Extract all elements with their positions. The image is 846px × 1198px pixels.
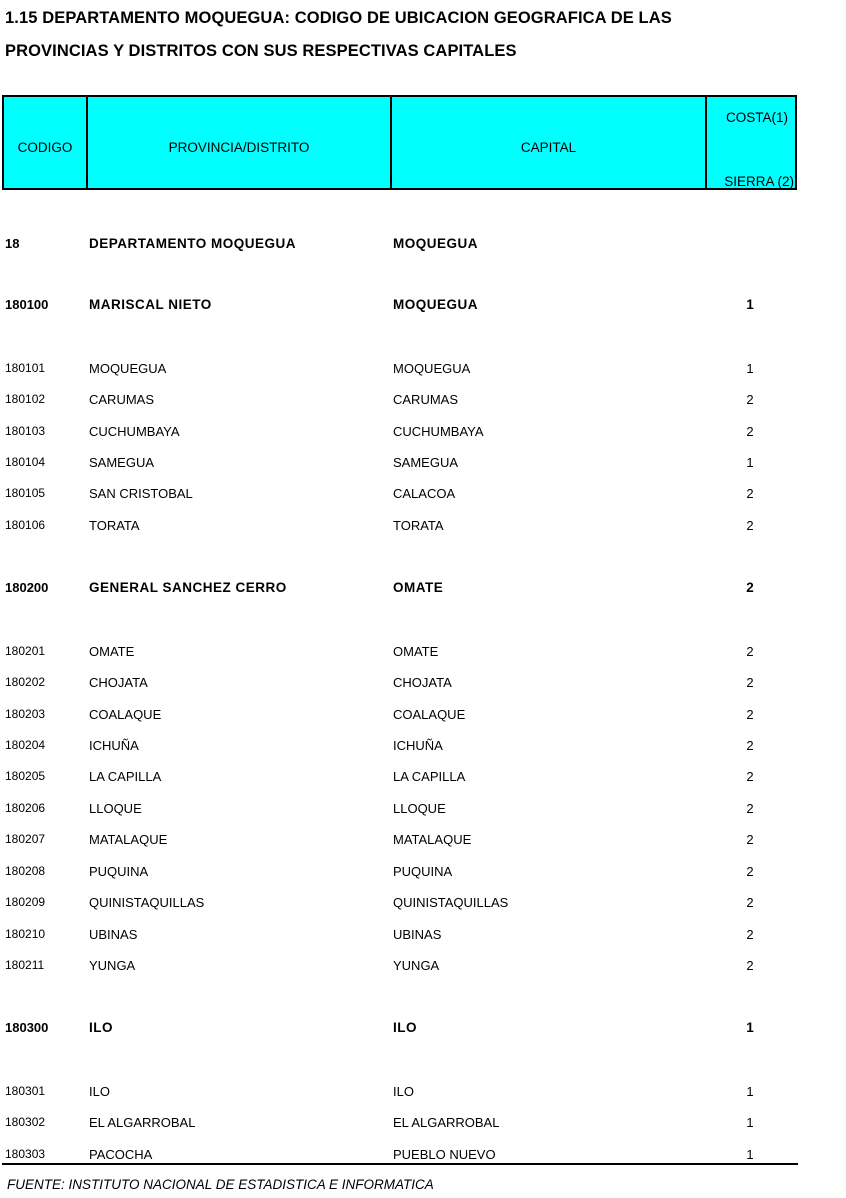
header-costa: COSTA(1) <box>725 110 788 125</box>
cell-capital: ILO <box>393 1020 417 1035</box>
provincia-row <box>0 297 846 315</box>
cell-provincia-distrito: CUCHUMBAYA <box>89 424 180 439</box>
cell-provincia-distrito: TORATA <box>89 518 140 533</box>
table-title-line-1: 1.15 DEPARTAMENTO MOQUEGUA: CODIGO DE UBICACION GEOGRAFICA DE LAS <box>5 9 672 27</box>
cell-codigo: 180207 <box>5 832 46 846</box>
cell-costa-sierra: 2 <box>746 518 754 533</box>
table-row <box>0 707 846 725</box>
cell-codigo: 180205 <box>5 769 46 783</box>
cell-codigo: 180206 <box>5 801 46 815</box>
cell-capital: CARUMAS <box>393 392 459 407</box>
cell-capital: QUINISTAQUILLAS <box>393 895 509 910</box>
cell-costa-sierra: 1 <box>746 1115 754 1130</box>
cell-provincia-distrito: MATALAQUE <box>89 832 168 847</box>
cell-costa-sierra: 1 <box>746 297 754 312</box>
table-row <box>0 738 846 756</box>
cell-costa-sierra: 2 <box>746 927 754 942</box>
cell-codigo: 180211 <box>5 958 45 972</box>
cell-provincia-distrito: QUINISTAQUILLAS <box>89 895 205 910</box>
cell-provincia-distrito: YUNGA <box>89 958 136 973</box>
cell-capital: OMATE <box>393 644 439 659</box>
cell-provincia-distrito: PUQUINA <box>89 864 149 879</box>
cell-capital: YUNGA <box>393 958 440 973</box>
cell-provincia-distrito: COALAQUE <box>89 707 162 722</box>
cell-codigo: 180202 <box>5 675 46 689</box>
header-capital-cell <box>392 97 707 188</box>
cell-codigo: 180200 <box>5 580 49 595</box>
cell-codigo: 180201 <box>5 644 46 658</box>
table-header <box>2 95 797 190</box>
cell-codigo: 180203 <box>5 707 46 721</box>
cell-codigo: 180301 <box>5 1084 46 1098</box>
header-capital: CAPITAL <box>520 140 577 155</box>
cell-codigo: 180300 <box>5 1020 49 1035</box>
cell-provincia-distrito: LLOQUE <box>89 801 142 816</box>
header-sierra: SIERRA (2) <box>724 174 794 189</box>
cell-codigo: 180104 <box>5 455 46 469</box>
cell-costa-sierra: 2 <box>746 580 754 595</box>
cell-provincia-distrito: ICHUÑA <box>89 738 139 753</box>
cell-capital: MOQUEGUA <box>393 236 478 251</box>
cell-costa-sierra: 2 <box>746 801 754 816</box>
cell-capital: SAMEGUA <box>393 455 459 470</box>
provincia-row <box>0 580 846 598</box>
cell-provincia-distrito: MOQUEGUA <box>89 361 167 376</box>
cell-capital: CUCHUMBAYA <box>393 424 484 439</box>
cell-codigo: 180101 <box>5 361 46 375</box>
cell-costa-sierra: 1 <box>746 1147 754 1162</box>
cell-provincia-distrito: CARUMAS <box>89 392 155 407</box>
table-row <box>0 675 846 693</box>
cell-capital: CALACOA <box>393 486 456 501</box>
table-title-line-2: PROVINCIAS Y DISTRITOS CON SUS RESPECTIVAS CAPITALES <box>5 42 517 60</box>
header-codigo-cell <box>4 97 88 188</box>
table-row <box>0 895 846 913</box>
cell-capital: MOQUEGUA <box>393 361 471 376</box>
header-provincia-distrito: PROVINCIA/DISTRITO <box>168 140 310 155</box>
cell-codigo: 180210 <box>5 927 46 941</box>
cell-costa-sierra: 2 <box>746 486 754 501</box>
cell-provincia-distrito: OMATE <box>89 644 135 659</box>
cell-capital: UBINAS <box>393 927 442 942</box>
table-row <box>0 1084 846 1102</box>
cell-codigo: 180103 <box>5 424 46 438</box>
table-row <box>0 1115 846 1133</box>
cell-provincia-distrito: SAMEGUA <box>89 455 155 470</box>
table-row <box>0 392 846 410</box>
cell-capital: PUQUINA <box>393 864 453 879</box>
table-row <box>0 518 846 536</box>
cell-costa-sierra: 2 <box>746 424 754 439</box>
cell-costa-sierra: 2 <box>746 707 754 722</box>
cell-provincia-distrito: UBINAS <box>89 927 138 942</box>
cell-capital: ILO <box>393 1084 414 1099</box>
cell-capital: PUEBLO NUEVO <box>393 1147 496 1162</box>
table-row <box>0 927 846 945</box>
cell-costa-sierra: 1 <box>746 361 754 376</box>
header-provincia-cell <box>88 97 392 188</box>
cell-capital: LLOQUE <box>393 801 446 816</box>
cell-provincia-distrito: DEPARTAMENTO MOQUEGUA <box>89 236 297 251</box>
cell-provincia-distrito: LA CAPILLA <box>89 769 162 784</box>
cell-costa-sierra: 2 <box>746 738 754 753</box>
source-note: FUENTE: INSTITUTO NACIONAL DE ESTADISTICA E INFORMATICA <box>7 1177 434 1192</box>
cell-provincia-distrito: MARISCAL NIETO <box>89 297 212 312</box>
cell-provincia-distrito: ILO <box>89 1084 110 1099</box>
cell-codigo: 180102 <box>5 392 46 406</box>
table-row <box>0 361 846 379</box>
cell-capital: OMATE <box>393 580 444 595</box>
cell-provincia-distrito: EL ALGARROBAL <box>89 1115 196 1130</box>
cell-codigo: 180105 <box>5 486 46 500</box>
header-costa-sierra-cell <box>707 97 797 188</box>
table-row <box>0 486 846 504</box>
cell-provincia-distrito: PACOCHA <box>89 1147 153 1162</box>
cell-capital: TORATA <box>393 518 444 533</box>
table-row <box>0 864 846 882</box>
table-bottom-rule <box>2 1163 798 1165</box>
cell-codigo: 18 <box>5 236 20 251</box>
cell-codigo: 180100 <box>5 297 49 312</box>
header-codigo: CODIGO <box>17 140 73 155</box>
cell-capital: MOQUEGUA <box>393 297 478 312</box>
cell-costa-sierra: 2 <box>746 895 754 910</box>
table-row <box>0 958 846 976</box>
table-row <box>0 769 846 787</box>
table-row <box>0 455 846 473</box>
cell-capital: LA CAPILLA <box>393 769 466 784</box>
cell-capital: COALAQUE <box>393 707 466 722</box>
cell-costa-sierra: 1 <box>746 455 754 470</box>
table-row <box>0 424 846 442</box>
cell-provincia-distrito: ILO <box>89 1020 113 1035</box>
table-row <box>0 801 846 819</box>
cell-provincia-distrito: CHOJATA <box>89 675 148 690</box>
cell-costa-sierra: 2 <box>746 958 754 973</box>
cell-costa-sierra: 2 <box>746 769 754 784</box>
cell-capital: CHOJATA <box>393 675 452 690</box>
cell-costa-sierra: 2 <box>746 644 754 659</box>
cell-codigo: 180303 <box>5 1147 46 1161</box>
cell-costa-sierra: 2 <box>746 832 754 847</box>
cell-codigo: 180302 <box>5 1115 46 1129</box>
cell-capital: ICHUÑA <box>393 738 443 753</box>
cell-codigo: 180208 <box>5 864 46 878</box>
cell-codigo: 180106 <box>5 518 46 532</box>
cell-capital: EL ALGARROBAL <box>393 1115 500 1130</box>
table-row <box>0 832 846 850</box>
provincia-row <box>0 1020 846 1038</box>
cell-codigo: 180204 <box>5 738 46 752</box>
departamento-row <box>0 236 846 254</box>
cell-capital: MATALAQUE <box>393 832 472 847</box>
cell-codigo: 180209 <box>5 895 46 909</box>
cell-costa-sierra: 2 <box>746 675 754 690</box>
cell-provincia-distrito: SAN CRISTOBAL <box>89 486 193 501</box>
cell-provincia-distrito: GENERAL SANCHEZ CERRO <box>89 580 287 595</box>
cell-costa-sierra: 1 <box>746 1084 754 1099</box>
table-row <box>0 644 846 662</box>
cell-costa-sierra: 2 <box>746 392 754 407</box>
cell-costa-sierra: 1 <box>746 1020 754 1035</box>
cell-costa-sierra: 2 <box>746 864 754 879</box>
